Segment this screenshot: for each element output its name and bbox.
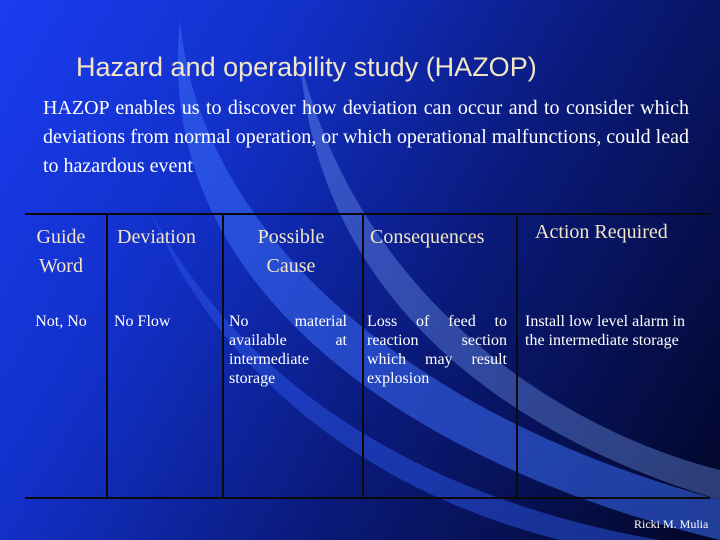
header-possible-cause-line2: Cause bbox=[266, 255, 316, 277]
cell-action-required: Install low level alarm in the intermediate storage bbox=[525, 313, 685, 349]
header-consequences: Consequences bbox=[370, 226, 485, 248]
header-action-required: Action Required bbox=[535, 221, 668, 243]
header-possible-cause bbox=[231, 223, 351, 281]
cell-possible-cause: No material available at intermediate storage bbox=[229, 313, 347, 387]
header-deviation: Deviation bbox=[117, 226, 196, 248]
hazop-table bbox=[25, 213, 710, 499]
cell-guide-word: Not, No bbox=[35, 313, 87, 330]
cell-consequences: Loss of feed to reaction section which may result explosion bbox=[367, 313, 507, 387]
header-guide-word-line1: Guide bbox=[36, 226, 86, 248]
cell-deviation: No Flow bbox=[114, 313, 171, 330]
footer-author: Ricki M. Mulia bbox=[634, 517, 709, 531]
column-divider bbox=[362, 215, 364, 497]
slide-title: Hazard and operability study (HAZOP) bbox=[76, 52, 537, 82]
column-divider bbox=[516, 215, 518, 497]
header-guide-word bbox=[25, 223, 97, 281]
column-divider bbox=[222, 215, 224, 497]
intro-paragraph: HAZOP enables us to discover how deviation can occur and to consider which deviations from normal operation, or which operational malfunctions, could lead to hazardous event bbox=[43, 97, 689, 177]
header-guide-word-line2: Word bbox=[39, 255, 83, 277]
header-possible-cause-line1: Possible bbox=[257, 226, 325, 248]
column-divider bbox=[106, 215, 108, 497]
